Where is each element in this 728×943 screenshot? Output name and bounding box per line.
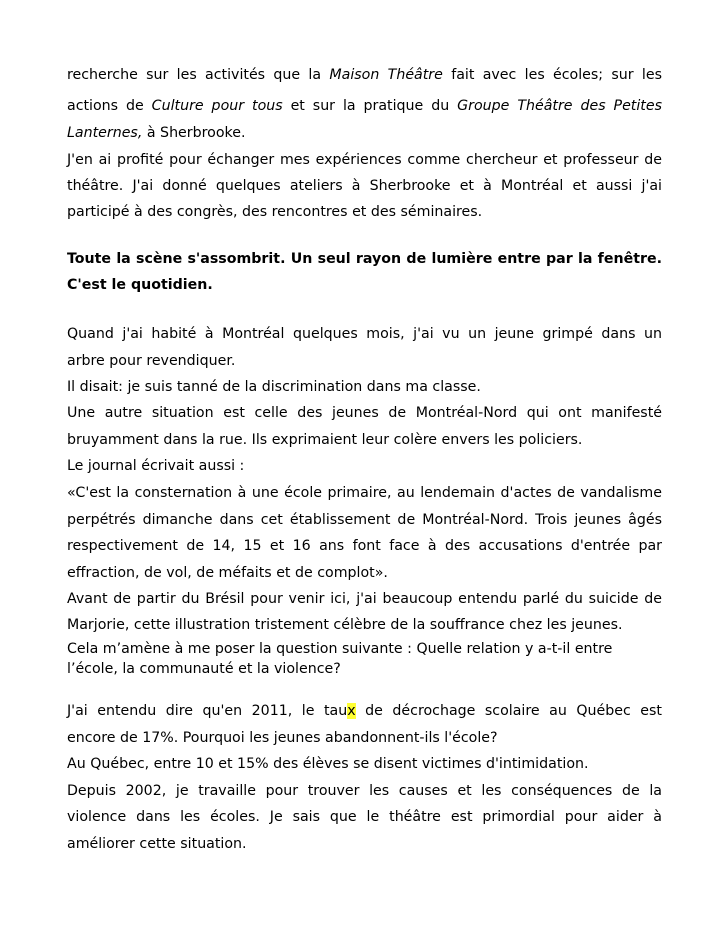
text-line [67, 755, 662, 773]
text-line [67, 660, 662, 678]
text-line [67, 352, 662, 370]
text-segment: Une autre situation est celle des jeunes de Montréal-Nord qui ont manifesté [67, 405, 662, 421]
text-segment: Toute la scène s'assombrit. Un seul rayon de lumière entre par la fenêtre. [67, 251, 662, 267]
text-segment: Le journal écrivait aussi : [67, 458, 245, 474]
text-line [67, 431, 662, 449]
text-line [67, 404, 662, 422]
text-segment: J'ai entendu dire qu'en 2011, le tau [67, 703, 348, 719]
text-segment: théâtre. J'ai donné quelques ateliers à Sherbrooke et à Montréal et aussi j'ai [67, 178, 662, 194]
text-line [67, 808, 662, 826]
text-segment: bruyamment dans la rue. Ils exprimaient leur colère envers les policiers. [67, 432, 583, 448]
text-segment: Marjorie, cette illustration tristement célèbre de la souffrance chez les jeunes. [67, 617, 623, 633]
text-segment: et sur la pratique du [282, 98, 458, 114]
text-segment: Maison Théâtre [329, 67, 443, 83]
text-segment: C'est le quotidien. [67, 277, 213, 293]
text-line [67, 702, 662, 720]
text-line [67, 537, 662, 555]
text-line [67, 378, 662, 396]
text-line [67, 484, 662, 502]
text-line [67, 511, 662, 529]
text-segment: recherche sur les activités que la [67, 67, 330, 83]
text-line [67, 616, 662, 634]
text-segment: actions de [67, 98, 152, 114]
text-line [67, 590, 662, 608]
text-segment: à Sherbrooke. [142, 125, 246, 141]
text-line [67, 124, 662, 142]
text-segment: Lanternes, [67, 125, 143, 141]
text-line [67, 835, 662, 853]
text-segment: Depuis 2002, je travaille pour trouver les causes et les conséquences de la [67, 783, 662, 799]
text-line [67, 66, 662, 84]
text-segment: fait avec les écoles; sur les [442, 67, 662, 83]
text-segment: Culture pour tous [151, 98, 283, 114]
text-line [67, 782, 662, 800]
text-line [67, 177, 662, 195]
text-segment: «C'est la consternation à une école primaire, au lendemain d'actes de vandalisme [67, 485, 662, 501]
text-segment: arbre pour revendiquer. [67, 353, 236, 369]
highlighted-text: x [347, 703, 356, 719]
text-line [67, 250, 662, 268]
text-segment: de décrochage scolaire au Québec est [355, 703, 662, 719]
text-segment: encore de 17%. Pourquoi les jeunes abandonnent-ils l'école? [67, 730, 498, 746]
text-line [67, 729, 662, 747]
text-line [67, 151, 662, 169]
text-segment: Avant de partir du Brésil pour venir ici, j'ai beaucoup entendu parlé du suicide de [67, 591, 662, 607]
text-line [67, 457, 662, 475]
text-line [67, 203, 662, 221]
text-line [67, 564, 662, 582]
text-segment: perpétrés dimanche dans cet établissement de Montréal-Nord. Trois jeunes âgés [67, 512, 662, 528]
text-segment: l’école, la communauté et la violence? [67, 661, 341, 677]
text-segment: Quand j'ai habité à Montréal quelques mois, j'ai vu un jeune grimpé dans un [67, 326, 662, 342]
text-segment: Cela m’amène à me poser la question suivante : Quelle relation y a-t-il entre [67, 641, 613, 657]
text-line [67, 325, 662, 343]
text-line [67, 276, 662, 294]
text-line [67, 640, 662, 658]
text-segment: Groupe Théâtre des Petites [457, 98, 662, 114]
text-segment: violence dans les écoles. Je sais que le théâtre est primordial pour aider à [67, 809, 662, 825]
text-segment: améliorer cette situation. [67, 836, 247, 852]
text-segment: Au Québec, entre 10 et 15% des élèves se disent victimes d'intimidation. [67, 756, 589, 772]
text-segment: participé à des congrès, des rencontres et des séminaires. [67, 204, 483, 220]
text-segment: respectivement de 14, 15 et 16 ans font face à des accusations d'entrée par [67, 538, 662, 554]
text-segment: Il disait: je suis tanné de la discrimination dans ma classe. [67, 379, 481, 395]
text-line [67, 97, 662, 115]
text-segment: J'en ai profité pour échanger mes expériences comme chercheur et professeur de [67, 152, 662, 168]
text-segment: effraction, de vol, de méfaits et de complot». [67, 565, 388, 581]
